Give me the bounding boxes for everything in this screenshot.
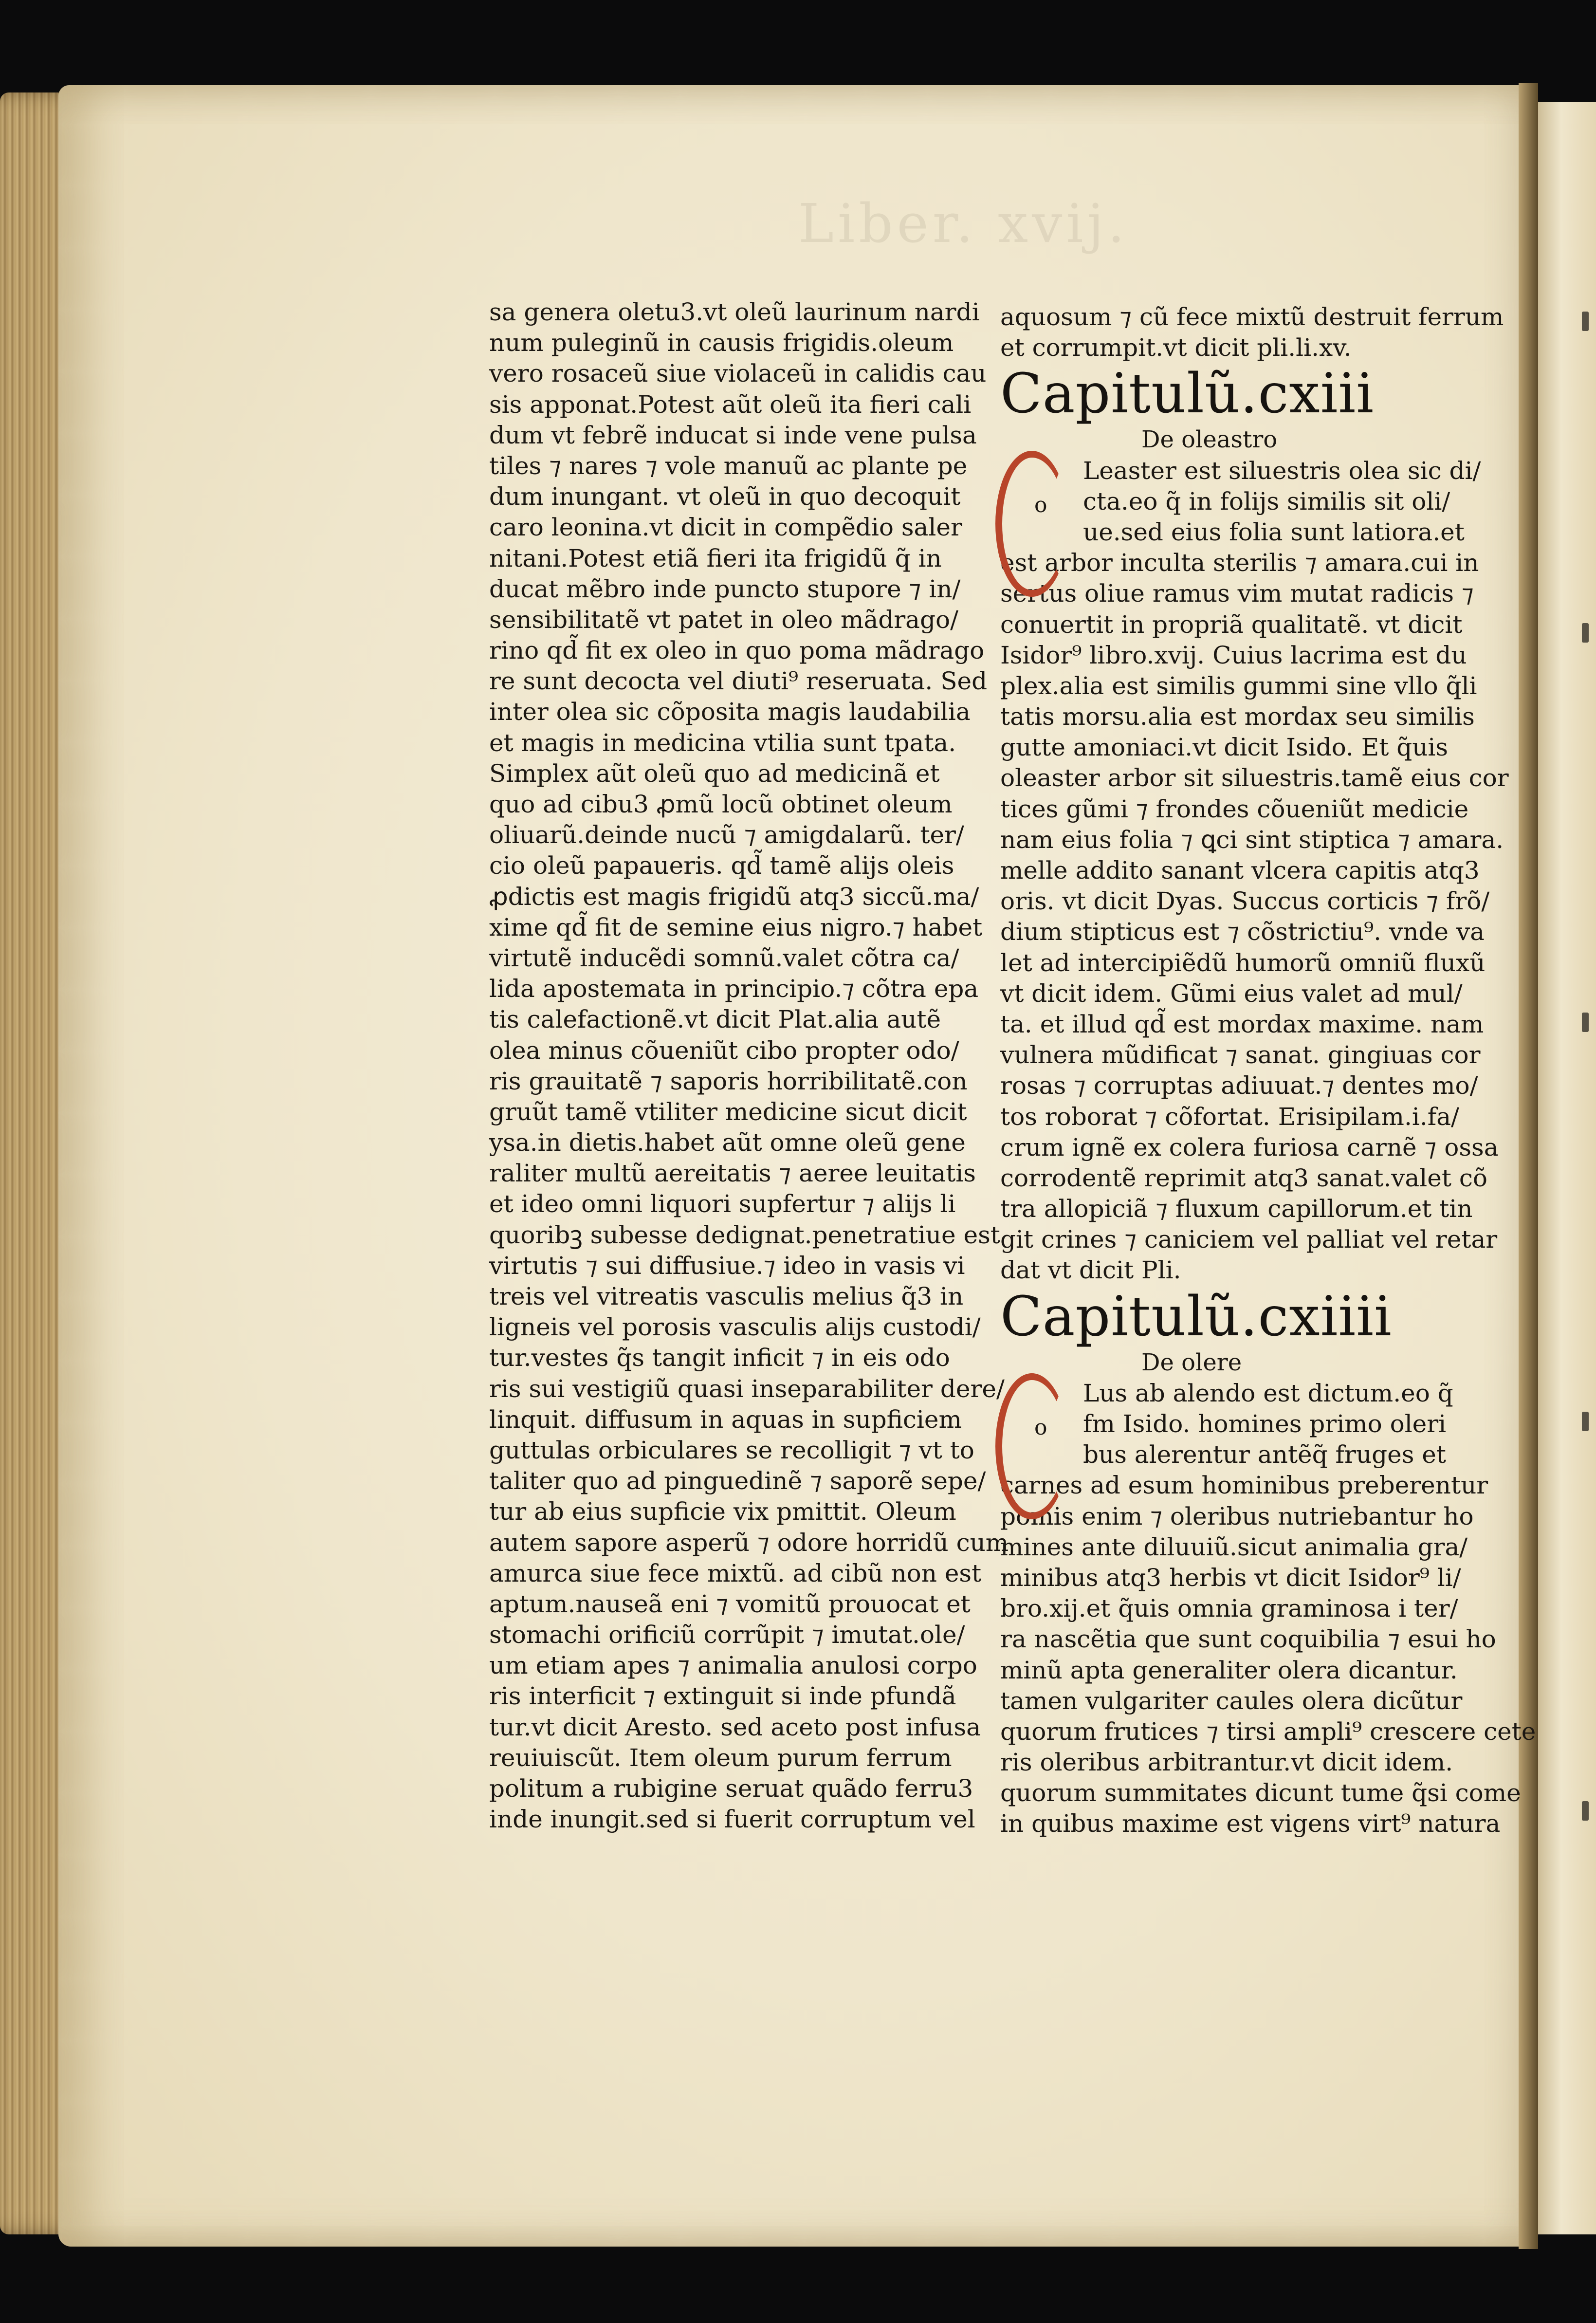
left_column-line: ligneis vel porosis vasculis alijs custodi/ xyxy=(489,1313,981,1342)
right_column.chapter_114.lines-line: ra nascẽtia que sunt coquibilia ⁊ esui ho xyxy=(1000,1625,1496,1654)
left_column-line: inter olea sic cõposita magis laudabilia xyxy=(489,698,971,726)
left_column-line: ris grauitatẽ ⁊ saporis horribilitatẽ.con xyxy=(489,1067,968,1095)
left_column-line: virtutẽ inducẽdi somnũ.valet cõtra ca/ xyxy=(489,943,959,972)
left_column-line: tur.vt dicit Aresto. sed aceto post infusa xyxy=(489,1713,981,1741)
left_column-line: quo ad cibu3 ꝓmũ locũ obtinet oleum xyxy=(489,790,953,818)
left_column-line: ris sui vestigiũ quasi inseparabiliter dere/ xyxy=(489,1374,1005,1403)
left_column-line: aptum.nauseã eni ⁊ vomitũ prouocat et xyxy=(489,1589,971,1618)
right_column.chapter_113.lines-line: plex.alia est similis gummi sine vllo q̃li xyxy=(1000,671,1477,700)
left_column-line: lida apostemata in principio.⁊ cõtra epa xyxy=(489,975,979,1003)
left_column-line: re sunt decocta vel diuti⁹ reseruata. Sed xyxy=(489,667,988,696)
right_column.chapter_114.lines-line: bro.xij.et q̃uis omnia graminosa i ter/ xyxy=(1000,1594,1458,1623)
right_column.chapter_113.lines-line: let ad intercipiẽdũ humorũ omniũ fluxũ xyxy=(1000,948,1486,977)
left_column-line: ris interficit ⁊ extinguit si inde pfundã xyxy=(489,1682,956,1711)
right_column.chapter_113.lines-line: crum ignẽ ex colera furiosa carnẽ ⁊ ossa xyxy=(1000,1133,1499,1162)
facing-page-edge xyxy=(1538,102,1596,2234)
left-text-column xyxy=(489,297,1009,1835)
chapter-113-body xyxy=(1000,456,1536,1286)
right_column.chapter_114.lines-line: tamen vulgariter caules olera dicũtur xyxy=(1000,1686,1463,1715)
left_column-line: caro leonina.vt dicit in compẽdio saler xyxy=(489,513,962,542)
right_column.chapter_113.lines-line: vt dicit idem. Gũmi eius valet ad mul/ xyxy=(1000,979,1463,1008)
left_column-line: sis apponat.Potest aũt oleũ ita fieri cali xyxy=(489,390,972,419)
left_column-line: dum vt febrẽ inducat si inde vene pulsa xyxy=(489,421,977,449)
guide-letter-chapter-114: o xyxy=(1034,1415,1047,1440)
left_column-line: sa genera oletu3.vt oleũ laurinum nardi xyxy=(489,298,980,326)
left_column-line: nitani.Potest etiã fieri ita frigidũ q̃ in xyxy=(489,544,942,572)
right_column.chapter_114.lines-line: mines ante diluuiũ.sicut animalia gra/ xyxy=(1000,1532,1468,1561)
left_column-line: stomachi orificiũ corrũpit ⁊ imutat.ole/ xyxy=(489,1621,965,1649)
right_column.chapter_114.lines-line: carnes ad esum hominibus preberentur xyxy=(1000,1471,1488,1500)
right_column.chapter_114.lines-line: bus alerentur antẽq̃ fruges et xyxy=(1083,1440,1446,1469)
right_column.chapter_113.lines-line: Isidor⁹ libro.xvij. Cuius lacrima est du xyxy=(1000,641,1467,669)
right_column.chapter_113.lines-line: nam eius folia ⁊ ꝗci sint stiptica ⁊ amara. xyxy=(1000,825,1504,854)
facing-page-text-fragment xyxy=(1582,312,1589,331)
left_column-line: et magis in medicina vtilia sunt tpata. xyxy=(489,728,956,757)
left_column-line: vero rosaceũ siue violaceũ in calidis cau xyxy=(489,359,987,388)
right_column.chapter_113.lines-line: oleaster arbor sit siluestris.tamẽ eius cor xyxy=(1000,764,1509,793)
right_column.chapter_113.lines-line: gutte amoniaci.vt dicit Isido. Et q̃uis xyxy=(1000,733,1449,762)
right_column.chapter_113.lines-line: tos roborat ⁊ cõfortat. Erisipilam.i.fa/ xyxy=(1000,1102,1459,1131)
left_column-line: quoribꝫ subesse dedignat.penetratiue est xyxy=(489,1220,1000,1249)
left_column-line: ꝓdictis est magis frigidũ atq3 siccũ.ma/ xyxy=(489,882,979,911)
right_column.chapter_113.lines-line: corrodentẽ reprimit atq3 sanat.valet cõ xyxy=(1000,1163,1487,1192)
right-column-intro-lines xyxy=(1000,302,1536,363)
facing-page-text-fragment xyxy=(1582,1801,1589,1821)
right_column.chapter_113.lines-line: tra allopiciã ⁊ fluxum capillorum.et tin xyxy=(1000,1195,1473,1223)
chapter-113-heading: Capitulũ.cxiii xyxy=(1000,362,1375,426)
left_column-line: inde inungit.sed si fuerit corruptum vel xyxy=(489,1805,975,1834)
left_column-line: politum a rubigine seruat quãdo ferru3 xyxy=(489,1774,973,1803)
right_column.chapter_114.lines-line: fm Isido. homines primo oleri xyxy=(1083,1410,1447,1438)
facing-page-text-fragment xyxy=(1582,1013,1589,1032)
red-initial-o-chapter-114 xyxy=(995,1373,1068,1519)
right_column.chapter_114.lines-line: quorum frutices ⁊ tirsi ampli⁹ crescere cete xyxy=(1000,1717,1536,1746)
left_column-line: autem sapore asperũ ⁊ odore horridũ cum xyxy=(489,1528,1009,1557)
left_column-line: linquit. diffusum in aquas in supficiem xyxy=(489,1405,962,1434)
right_column.chapter_113.lines-line: oris. vt dicit Dyas. Succus corticis ⁊ frõ/ xyxy=(1000,887,1490,916)
right_column.chapter_114.lines-line: minũ apta generaliter olera dicantur. xyxy=(1000,1656,1458,1684)
left_column-line: oliuarũ.deinde nucũ ⁊ amigdalarũ. ter/ xyxy=(489,821,964,849)
right_column.chapter_113.lines-line: sertus oliue ramus vim mutat radicis ⁊ xyxy=(1000,579,1474,608)
left_column-line: ysa.in dietis.habet aũt omne oleũ gene xyxy=(489,1128,966,1157)
left_column-line: um etiam apes ⁊ animalia anulosi corpo xyxy=(489,1651,977,1680)
left_column-line: sensibilitatẽ vt patet in oleo mãdrago/ xyxy=(489,605,958,634)
left_column-line: amurca siue fece mixtũ. ad cibũ non est xyxy=(489,1559,982,1587)
left_column-line: tur.vestes q̃s tangit inficit ⁊ in eis odo xyxy=(489,1344,950,1372)
left_column-line: virtutis ⁊ sui diffusiue.⁊ ideo in vasis vi xyxy=(489,1251,965,1280)
right_column.chapter_113.lines-line: vulnera mũdificat ⁊ sanat. gingiuas cor xyxy=(1000,1041,1481,1069)
guide-letter-chapter-113: o xyxy=(1034,492,1047,517)
right_column.chapter_113.lines-line: melle addito sanant vlcera capitis atq3 xyxy=(1000,856,1480,885)
left_column-line: tur ab eius supficie vix pmittit. Oleum xyxy=(489,1497,956,1526)
right_column.chapter_113.lines-line: dat vt dicit Pli. xyxy=(1000,1256,1181,1285)
chapter-114-subheading: De olere xyxy=(1141,1348,1242,1376)
running-head: Liber. xvij. xyxy=(798,192,1129,255)
right_column.chapter_113.lines-line: tices gũmi ⁊ frondes cõueniũt medicie xyxy=(1000,794,1469,823)
left_column-line: olea minus cõueniũt cibo propter odo/ xyxy=(489,1036,959,1065)
right_column.chapter_113.lines-line: cta.eo q̃ in folijs similis sit oli/ xyxy=(1083,487,1450,516)
left_column-line: xime qd̃ fit de semine eius nigro.⁊ habet xyxy=(489,913,983,941)
right_column.intro_lines-line: aquosum ⁊ cũ fece mixtũ destruit ferrum xyxy=(1000,303,1504,331)
right_column.chapter_114.lines-line: minibus atq3 herbis vt dicit Isidor⁹ li/ xyxy=(1000,1563,1461,1592)
left_column-line: rino qd̃ fit ex oleo in quo poma mãdrago xyxy=(489,636,985,665)
left_column-line: tis calefactionẽ.vt dicit Plat.alia autẽ xyxy=(489,1005,941,1034)
right_column.chapter_113.lines-line: est arbor inculta sterilis ⁊ amara.cui in xyxy=(1000,549,1479,577)
left_column-line: taliter quo ad pinguedinẽ ⁊ saporẽ sepe/ xyxy=(489,1467,986,1495)
right_column.chapter_114.lines-line: ris oleribus arbitrantur.vt dicit idem. xyxy=(1000,1748,1453,1777)
right_column.chapter_113.lines-line: dium stipticus est ⁊ cõstrictiu⁹. vnde va xyxy=(1000,918,1485,946)
left_column-line: cio oleũ papaueris. qd̃ tamẽ alijs oleis xyxy=(489,851,954,880)
right_column.chapter_113.lines-line: conuertit in propriã qualitatẽ. vt dicit xyxy=(1000,610,1463,639)
right_column.chapter_113.lines-line: rosas ⁊ corruptas adiuuat.⁊ dentes mo/ xyxy=(1000,1071,1478,1100)
right_column.chapter_114.lines-line: quorum summitates dicunt tume q̃si come xyxy=(1000,1779,1521,1807)
right_column.intro_lines-line: et corrumpit.vt dicit pli.li.xv. xyxy=(1000,333,1352,362)
right_column.chapter_113.lines-line: ue.sed eius folia sunt latiora.et xyxy=(1083,517,1465,546)
left_column-line: dum inungant. vt oleũ in quo decoquit xyxy=(489,482,961,511)
right-text-column xyxy=(1000,302,1536,1840)
left_column-line: tiles ⁊ nares ⁊ vole manuũ ac plante pe xyxy=(489,451,968,480)
left_column-line: ducat mẽbro inde puncto stupore ⁊ in/ xyxy=(489,574,961,603)
left_column-line: gruũt tamẽ vtiliter medicine sicut dicit xyxy=(489,1097,967,1126)
left_column-line: guttulas orbiculares se recolligit ⁊ vt to xyxy=(489,1436,974,1464)
right_column.chapter_113.lines-line: tatis morsu.alia est mordax seu similis xyxy=(1000,702,1475,731)
left_column-line: et ideo omni liquori supfertur ⁊ alijs li xyxy=(489,1190,956,1218)
left_column-line: num puleginũ in causis frigidis.oleum xyxy=(489,329,954,357)
left_column-line: reuiuiscũt. Item oleum purum ferrum xyxy=(489,1743,952,1772)
chapter-114-body xyxy=(1000,1378,1536,1840)
right_column.chapter_113.lines-line: git crines ⁊ caniciem vel palliat vel retar xyxy=(1000,1225,1498,1254)
left_column-line: raliter multũ aereitatis ⁊ aeree leuitatis xyxy=(489,1159,976,1188)
chapter-113-subheading: De oleastro xyxy=(1141,426,1278,454)
red-initial-o-chapter-113 xyxy=(995,451,1068,597)
facing-page-text-fragment xyxy=(1582,1412,1589,1431)
right_column.chapter_114.lines-line: in quibus maxime est vigens virt⁹ natura xyxy=(1000,1809,1501,1838)
right_column.chapter_114.lines-line: pomis enim ⁊ oleribus nutriebantur ho xyxy=(1000,1502,1474,1530)
left_column-line: treis vel vitreatis vasculis melius q̃3 in xyxy=(489,1282,964,1310)
right_column.chapter_113.lines-line: Leaster est siluestris olea sic di/ xyxy=(1083,456,1481,485)
chapter-114-heading: Capitulũ.cxiiii xyxy=(1000,1285,1392,1348)
right_column.chapter_113.lines-line: ta. et illud qd̃ est mordax maxime. nam xyxy=(1000,1010,1484,1038)
facing-page-text-fragment xyxy=(1582,623,1589,643)
right_column.chapter_114.lines-line: Lus ab alendo est dictum.eo q̃ xyxy=(1083,1379,1453,1407)
left_column-line: Simplex aũt oleũ quo ad medicinã et xyxy=(489,759,940,788)
